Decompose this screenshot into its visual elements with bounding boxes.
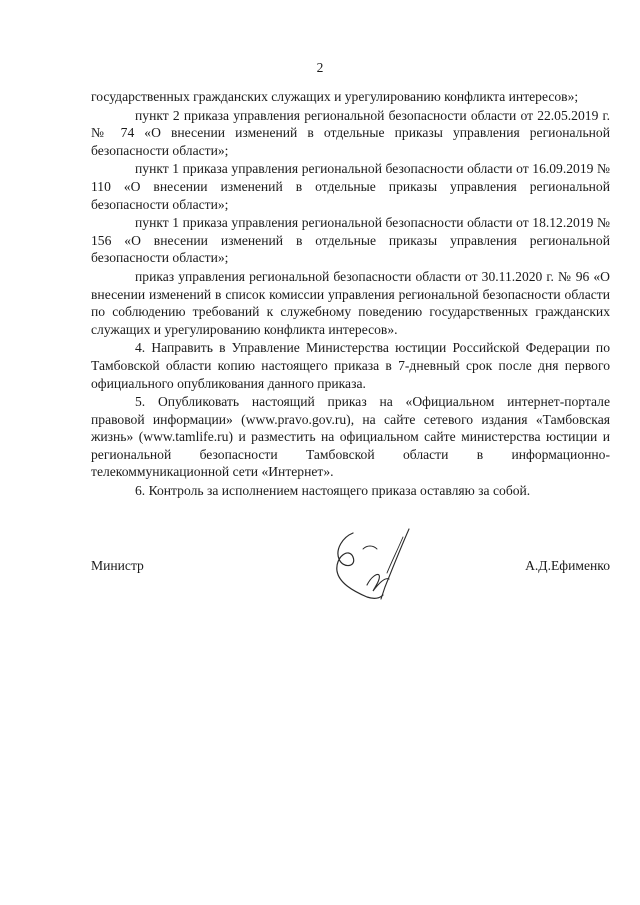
paragraph-point-4: 4. Направить в Управление Министерства юстиции Российской Федерации по Тамбовской области копию настоящего приказа в 7-дневный срок после дня первого официального опубликования данного приказа. — [91, 340, 610, 391]
signer-title: Министр — [91, 558, 144, 573]
paragraph-item-order-74: пункт 2 приказа управления региональной безопасности области от 22.05.2019 г. № 74 «О внесении изменений в отдельные приказы управления региональной безопасности области»; — [91, 107, 610, 158]
paragraph-item-order-156: пункт 1 приказа управления региональной безопасности области от 18.12.2019 № 156 «О внесении изменений в отдельные приказы управления региональной безопасности области»; — [91, 215, 610, 266]
paragraph-point-5: 5. Опубликовать настоящий приказ на «Официальном интернет-портале правовой информации» (www.pravo.gov.ru), на сайте сетевого издания «Тамбовская жизнь» (www.tamlife.ru) и разместить на официальном сайте министерства юстиции и региональной безопасности Тамбовской области в информационно- телекоммуникационной сети «Интернет». — [91, 394, 610, 480]
signer-name: А.Д.Ефименко — [525, 558, 610, 573]
signature-block — [91, 558, 610, 598]
handwritten-signature — [323, 527, 415, 603]
paragraph-item-order-96: приказ управления региональной безопасности области от 30.11.2020 г. № 96 «О внесении изменений в список комиссии управления региональной безопасности области по соблюдению требований к служебному поведению государственных гражданских служащих и урегулированию конфликта интересов». — [91, 268, 610, 337]
paragraph-point-6: 6. Контроль за исполнением настоящего приказа оставляю за собой. — [135, 483, 531, 499]
paragraph-item-order-110: пункт 1 приказа управления региональной безопасности области от 16.09.2019 № 110 «О внесении изменений в отдельные приказы управления региональной безопасности области»; — [91, 161, 610, 212]
paragraph-continuation: государственных гражданских служащих и урегулированию конфликта интересов»; — [91, 89, 579, 104]
page-number: 2 — [316, 60, 324, 75]
document-body — [91, 88, 610, 500]
